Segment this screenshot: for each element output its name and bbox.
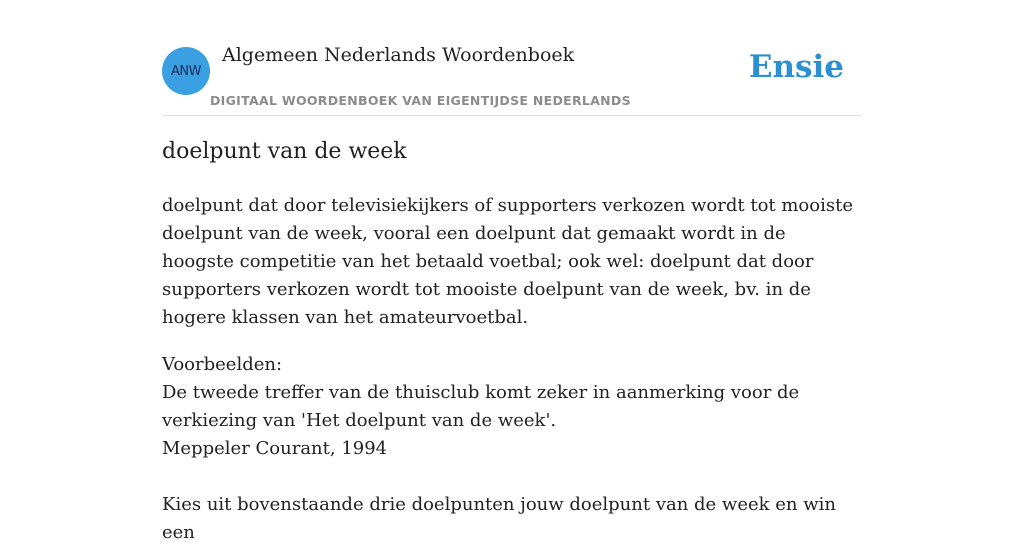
entry-title: doelpunt van de week [162, 139, 407, 164]
examples-section [162, 351, 862, 547]
example-text: De tweede treffer van de thuisclub komt zeker in aanmerking voor de verkiezing van 'Het doelpunt van de week'. [162, 382, 800, 431]
example-spacer [162, 463, 862, 491]
ensie-brand-link[interactable]: Ensie [748, 49, 844, 85]
main-content [162, 0, 862, 543]
examples-label: Voorbeelden: [162, 354, 283, 375]
example-source: Meppeler Courant, 1994 [162, 438, 388, 459]
site-title[interactable]: Algemeen Nederlands Woordenboek [222, 44, 575, 66]
anw-logo[interactable] [162, 47, 210, 95]
example-text: Kies uit bovenstaande drie doelpunten jouw doelpunt van de week en win een [162, 494, 836, 543]
site-header [162, 0, 862, 116]
logo-text: ANW [171, 63, 201, 79]
site-subtitle: DIGITAAL WOORDENBOEK VAN EIGENTIJDSE NEDERLANDS [210, 93, 631, 108]
entry-definition: doelpunt dat door televisiekijkers of supporters verkozen wordt tot mooiste doelpunt van de week, vooral een doelpunt dat gemaakt wordt in de hoogste competitie van het betaald voetbal; ook wel: doelpunt dat door supporters verkozen wordt tot mooiste doelpunt van de week, bv. in de hogere klassen van het amateurvoetbal. [162, 195, 853, 328]
